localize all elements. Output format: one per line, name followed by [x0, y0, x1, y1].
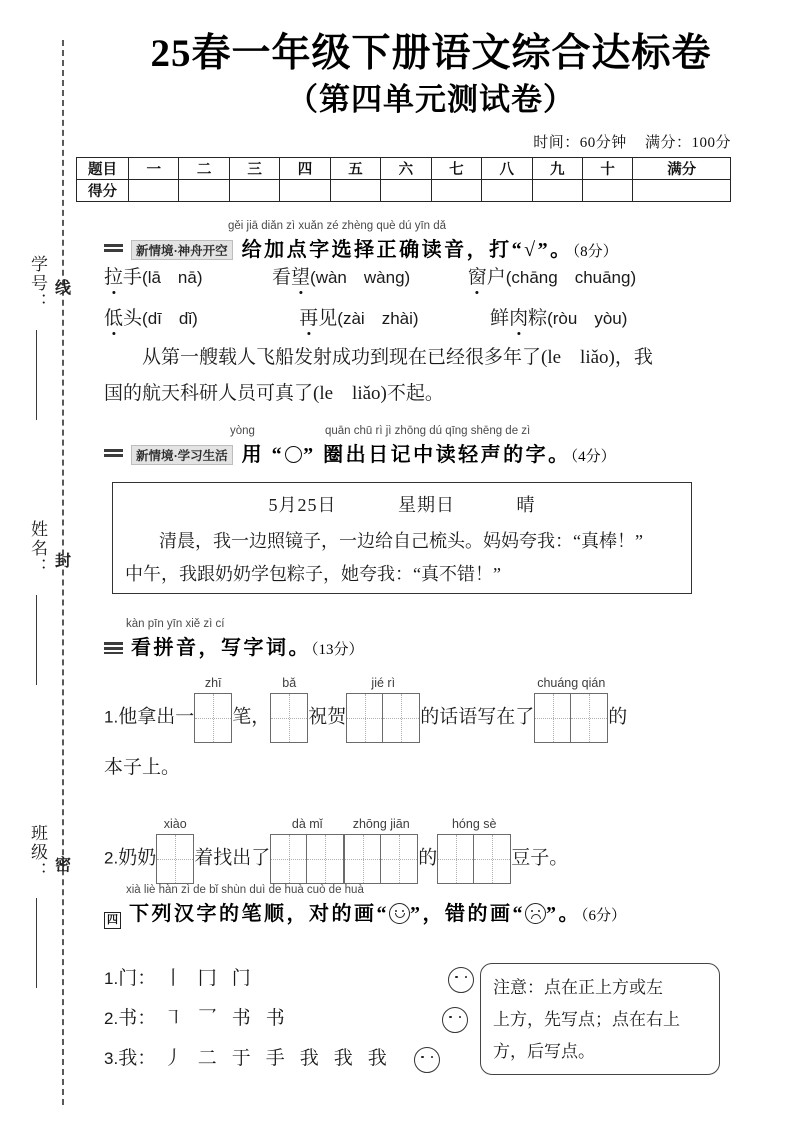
student-name-field[interactable]: 姓名： — [28, 520, 47, 577]
q4-item-1-stroke-1: 丨 — [163, 968, 183, 989]
q3-i1-grid-4-pinyin: chuáng qián — [537, 676, 606, 690]
diary-line-2: 中午，我跟奶奶学包粽子，她夸我：“真不错！” — [125, 564, 501, 584]
sad-face-icon — [525, 903, 546, 924]
q3-i2-grid-2-pinyin: dà mǐ — [291, 817, 323, 831]
score-cell-4[interactable] — [280, 180, 330, 202]
seal-dashed-line — [62, 40, 64, 1105]
q4-title — [129, 897, 626, 926]
q4-points: （6分） — [581, 908, 627, 924]
note-line-2: 上方，先写点；点在右上 — [493, 1010, 680, 1029]
student-class-field[interactable]: 班级： — [28, 824, 47, 881]
q3-i1-grid-2[interactable] — [270, 676, 308, 743]
seal-char-xian: 线 — [54, 280, 71, 297]
q3-item-1-index: 1. — [104, 707, 119, 727]
q3-i1-grid-3[interactable] — [346, 676, 420, 743]
q4-item-3-stroke-4: 手 — [265, 1048, 285, 1069]
q3-pinyin: kàn pīn yīn xiě zì cí — [126, 618, 225, 630]
score-col-10: 十 — [582, 158, 632, 180]
q4-item-2-stroke-1: ㇕ — [163, 1008, 183, 1029]
q3-title-text: 看拼音，写字词。 — [131, 637, 311, 659]
q1-number-badge — [104, 242, 123, 259]
student-id-line — [36, 330, 37, 420]
q3-i2-grid-3[interactable] — [344, 817, 418, 884]
q4-item-2-answer-circle[interactable] — [442, 1007, 468, 1033]
q4-item-3-index: 3. — [104, 1049, 119, 1068]
q3-i2-grid-4-pinyin: hóng sè — [451, 817, 497, 831]
q1-word-row-1 — [104, 262, 636, 289]
score-table-value-row — [77, 180, 731, 202]
q3-i2-grid-4[interactable] — [437, 817, 511, 884]
question-4-header — [104, 897, 744, 929]
q1-word-1[interactable]: 拉手(lā nā) — [104, 267, 203, 288]
q2-title — [242, 438, 616, 467]
q4-item-3-stroke-7: 我 — [367, 1048, 387, 1069]
q1-word-5[interactable]: 再见(zài zhài) — [299, 308, 419, 329]
score-cell-7[interactable] — [431, 180, 481, 202]
q3-item-2-index: 2. — [104, 848, 119, 868]
q3-title — [131, 631, 364, 660]
q1-word-3[interactable]: 窗户(chāng chuāng) — [467, 267, 637, 288]
score-col-6: 六 — [381, 158, 431, 180]
seal-char-feng: 封 — [54, 553, 71, 570]
score-table-header-row — [77, 158, 731, 180]
q3-i1-text-e: 的 — [608, 706, 628, 728]
q4-item-2-char: 书： — [118, 1008, 157, 1029]
q3-item-1-tail: 本子上。 — [104, 757, 181, 778]
seal-margin — [0, 0, 86, 1145]
diary-box[interactable] — [112, 482, 692, 594]
q1-paragraph-line2: 国的航天科研人员可真了(le liǎo)不起。 — [104, 383, 444, 404]
q3-item-2 — [104, 817, 569, 884]
smiley-face-icon — [389, 903, 410, 924]
score-table — [76, 157, 731, 202]
q4-item-2-stroke-2: 乛 — [197, 1008, 217, 1029]
diary-weather: 晴 — [516, 495, 536, 515]
score-cell-6[interactable] — [381, 180, 431, 202]
q3-i1-grid-3-pinyin: jié rì — [371, 676, 396, 690]
score-col-9: 九 — [532, 158, 582, 180]
score-col-full: 满分 — [633, 158, 731, 180]
q4-number-badge: 四 — [104, 912, 121, 929]
q1-context-badge: 新情境·神舟开空 — [131, 240, 233, 260]
score-col-7: 七 — [431, 158, 481, 180]
q4-item-1-answer-circle[interactable] — [448, 967, 474, 993]
page-title: 25春一年级下册语文综合达标卷 — [150, 32, 712, 75]
q2-points: （4分） — [570, 449, 616, 465]
student-id-field[interactable]: 学号： — [28, 255, 47, 312]
q1-paragraph[interactable] — [104, 340, 749, 412]
score-cell-3[interactable] — [229, 180, 279, 202]
q2-context-badge: 新情境·学习生活 — [131, 445, 233, 465]
q4-stroke-item-1 — [104, 963, 474, 993]
score-cell-9[interactable] — [532, 180, 582, 202]
q3-i1-text-d: 的话语写在了 — [420, 706, 535, 728]
q3-i1-grid-4[interactable] — [534, 676, 608, 743]
q4-item-3-stroke-3: 于 — [231, 1048, 251, 1069]
q4-stroke-item-3 — [104, 1043, 440, 1073]
score-cell-8[interactable] — [482, 180, 532, 202]
q4-title-part-b: ”，错的画“ — [410, 903, 525, 925]
score-col-5: 五 — [330, 158, 380, 180]
q3-i2-text-d: 豆子。 — [511, 847, 569, 869]
student-class-line — [36, 898, 37, 988]
q1-title — [242, 233, 618, 262]
circle-mark-icon — [285, 446, 302, 463]
q3-i2-text-a: 奶奶 — [118, 847, 157, 869]
q1-word-6[interactable]: 鲜肉粽(ròu yòu) — [490, 308, 628, 329]
q1-word-2[interactable]: 看望(wàn wàng) — [272, 267, 411, 288]
q3-i2-grid-1-pinyin: xiào — [163, 817, 187, 831]
q4-item-3-stroke-1: 丿 — [163, 1048, 183, 1069]
note-line-1: 注意：点在正上方或左 — [493, 978, 663, 997]
score-col-1: 一 — [129, 158, 179, 180]
question-2-header — [104, 438, 744, 467]
q1-points: （8分） — [572, 244, 618, 260]
q4-item-3-answer-circle[interactable] — [414, 1047, 440, 1073]
q4-item-1-char: 门： — [118, 968, 157, 989]
q1-pinyin: gěi jiā diǎn zì xuǎn zé zhèng què dú yīn dǎ — [228, 220, 447, 232]
q3-i2-text-c: 的 — [418, 847, 438, 869]
total-points-label: 满分：100分 — [644, 135, 731, 151]
q1-word-row-2 — [104, 303, 627, 330]
q4-item-3-stroke-2: 二 — [197, 1048, 217, 1069]
score-col-2: 二 — [179, 158, 229, 180]
q3-i1-text-b: 笔， — [232, 706, 271, 728]
q2-pinyin-left: yòng — [230, 425, 255, 437]
seal-char-mi: 密 — [54, 857, 71, 874]
diary-date: 5月25日 — [268, 495, 337, 515]
question-3-header — [104, 631, 744, 660]
q3-i1-grid-2-pinyin: bǎ — [282, 676, 297, 690]
q4-item-3-stroke-5: 我 — [299, 1048, 319, 1069]
time-label: 时间：60分钟 — [533, 135, 627, 151]
score-cell-5[interactable] — [330, 180, 380, 202]
q3-i2-grid-3-pinyin: zhōng jiān — [352, 817, 410, 831]
q4-item-2-stroke-3: 书 — [231, 1008, 251, 1029]
q4-item-3-char: 我： — [118, 1048, 157, 1069]
score-cell-1[interactable] — [129, 180, 179, 202]
q3-points: （13分） — [311, 642, 364, 658]
score-cell-full[interactable] — [633, 180, 731, 202]
score-col-4: 四 — [280, 158, 330, 180]
q2-title-part-b: ” 圈出日记中读轻声的字。 — [303, 444, 571, 466]
q4-pinyin: xià liè hàn zì de bǐ shùn duì de huà cuò de huà — [126, 884, 364, 896]
q2-number-badge — [104, 447, 123, 464]
q2-title-part-a: 用 “ — [241, 444, 285, 466]
q3-number-badge — [104, 640, 123, 657]
diary-line-1: 清晨，我一边照镜子，一边给自己梳头。妈妈夸我：“真棒！” — [159, 531, 643, 551]
q3-i1-grid-1[interactable] — [194, 676, 232, 743]
q3-i1-text-c: 祝贺 — [308, 706, 347, 728]
q4-item-1-index: 1. — [104, 969, 119, 988]
q3-item-1 — [104, 676, 628, 743]
q3-i2-grid-2[interactable] — [270, 817, 344, 884]
score-col-8: 八 — [482, 158, 532, 180]
score-cell-10[interactable] — [582, 180, 632, 202]
q3-i2-text-b: 着找出了 — [194, 847, 271, 869]
q4-item-1-stroke-2: 冂 — [197, 968, 217, 989]
question-1-header — [104, 233, 744, 262]
score-table-row-label-questions: 题目 — [77, 158, 129, 180]
diary-body — [125, 525, 679, 591]
score-col-3: 三 — [229, 158, 279, 180]
score-table-row-label-score: 得分 — [77, 180, 129, 202]
q4-item-3-stroke-6: 我 — [333, 1048, 353, 1069]
note-line-3: 方，后写点。 — [493, 1042, 595, 1061]
q1-paragraph-line1: 从第一艘载人飞船发射成功到现在已经很多年了(le liǎo)，我 — [142, 347, 653, 368]
diary-weekday: 星期日 — [398, 495, 455, 515]
q3-i1-grid-1-pinyin: zhī — [204, 676, 222, 690]
q4-item-1-stroke-3: 门 — [231, 968, 251, 989]
q2-pinyin-right: quān chū rì jì zhōng dú qīng shēng de zì — [325, 425, 531, 437]
q3-i2-grid-1[interactable] — [156, 817, 194, 884]
student-name-line — [36, 595, 37, 685]
page-subtitle: （第四单元测试卷） — [287, 82, 575, 117]
q3-i1-text-a: 他拿出一 — [118, 706, 195, 728]
score-cell-2[interactable] — [179, 180, 229, 202]
q4-title-part-a: 下列汉字的笔顺，对的画“ — [129, 903, 389, 925]
note-box — [480, 963, 720, 1075]
q4-stroke-item-2 — [104, 1003, 468, 1033]
q4-item-2-stroke-4: 书 — [265, 1008, 285, 1029]
q4-title-part-c: ”。 — [546, 903, 581, 925]
exam-meta — [519, 131, 731, 152]
diary-header — [113, 491, 691, 517]
q4-item-2-index: 2. — [104, 1009, 119, 1028]
q1-title-text: 给加点字选择正确读音，打“√”。 — [241, 239, 573, 261]
q1-word-4[interactable]: 低头(dī dǐ) — [104, 308, 198, 329]
